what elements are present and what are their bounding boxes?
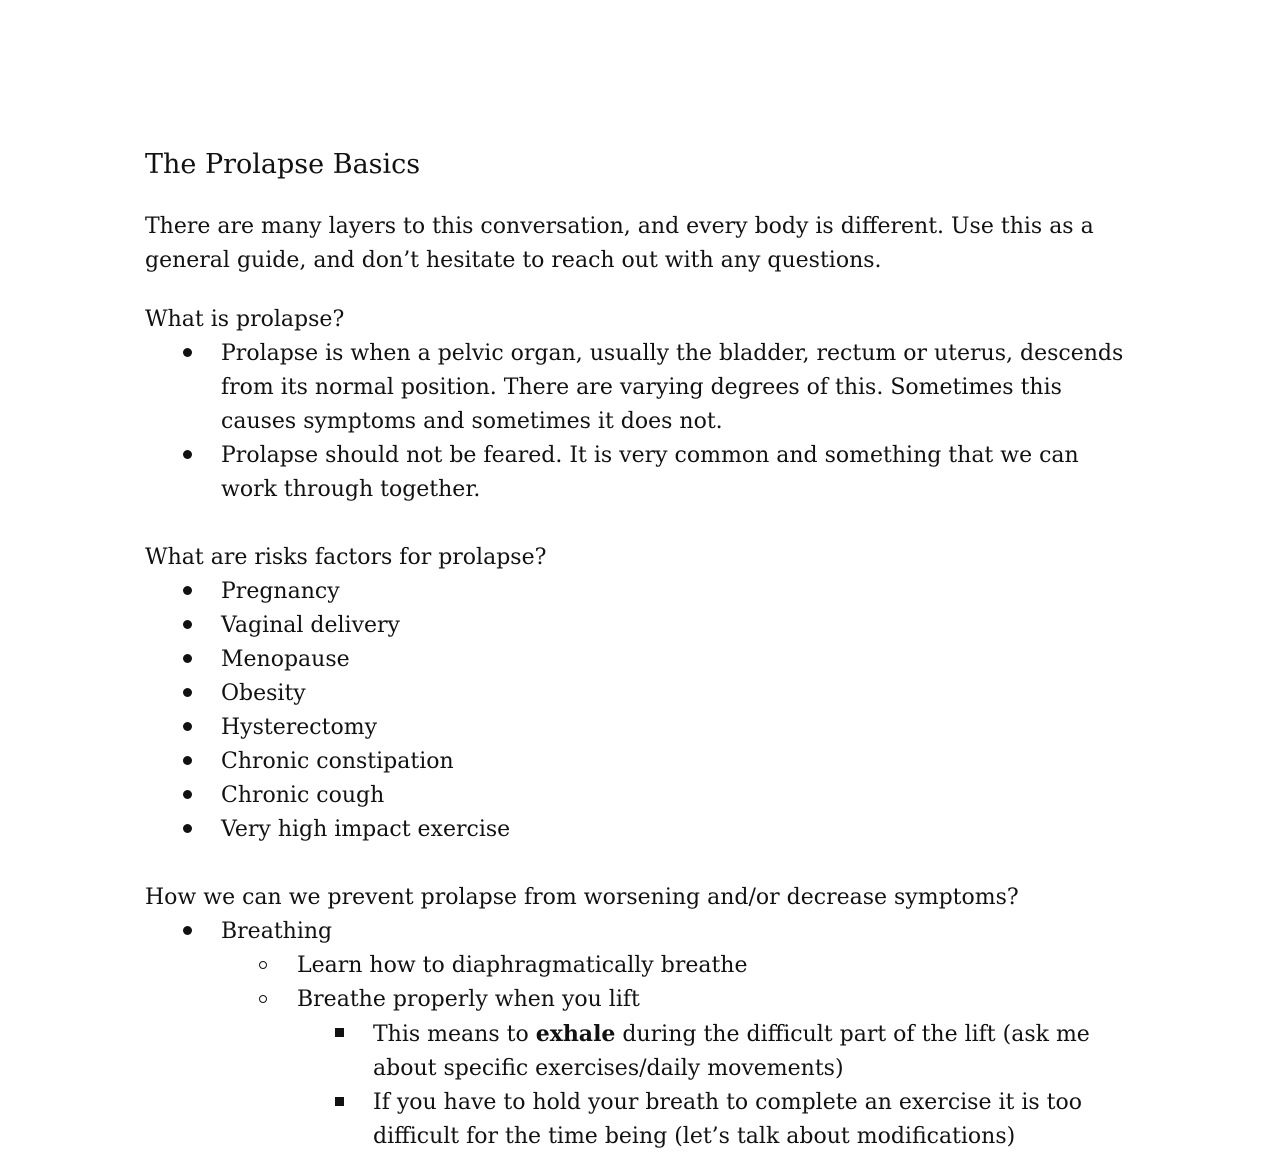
sublist-lifting <box>145 1017 1135 1154</box>
bullet-circle-icon <box>259 949 267 983</box>
list-item-text: Very high impact exercise <box>221 817 511 842</box>
list-item-text: Chronic cough <box>221 783 385 808</box>
list-item-text: Chronic constipation <box>221 749 454 774</box>
list-item <box>145 575 1135 609</box>
section-heading-what-is-prolapse: What is prolapse? <box>145 307 345 332</box>
list-item <box>145 779 1135 813</box>
list-item-text: Learn how to diaphragmatically breathe <box>297 953 748 978</box>
bullet-disc-icon <box>183 677 192 711</box>
document-title: The Prolapse Basics <box>145 149 421 180</box>
section-heading-risk-factors: What are risks factors for prolapse? <box>145 545 547 570</box>
bullet-disc-icon <box>183 813 192 847</box>
list-item-text: Hysterectomy <box>221 715 377 740</box>
list-risk-factors <box>145 575 1135 847</box>
bullet-square-icon <box>335 1086 344 1120</box>
list-item <box>145 813 1135 847</box>
list-item-text: Breathe properly when you lift <box>297 987 640 1012</box>
list-item <box>145 643 1135 677</box>
list-item <box>145 677 1135 711</box>
bullet-disc-icon <box>183 575 192 609</box>
list-prevention <box>145 915 1135 949</box>
list-item <box>145 711 1135 745</box>
bullet-disc-icon <box>183 915 192 949</box>
list-item-text: Prolapse is when a pelvic organ, usually the bladder, rectum or uterus, descends from its normal position. There are varying degrees of this. Sometimes this causes symptoms and sometimes it does not. <box>221 341 1124 434</box>
list-item-text: Breathing <box>221 919 333 944</box>
emphasis-exhale: exhale <box>535 1021 616 1047</box>
bullet-disc-icon <box>183 745 192 779</box>
list-item <box>145 983 1135 1017</box>
text-segment: This means to <box>373 1022 536 1047</box>
bullet-disc-icon <box>183 711 192 745</box>
list-item <box>145 915 1135 949</box>
list-item <box>145 949 1135 983</box>
intro-paragraph: There are many layers to this conversation, and every body is different. Use this as a general guide, and don’t hesitate to reach out with any questions. <box>145 214 1094 273</box>
section-heading-prevention: How we can we prevent prolapse from worsening and/or decrease symptoms? <box>145 885 1019 910</box>
list-item <box>145 439 1135 507</box>
bullet-disc-icon <box>183 337 192 371</box>
list-item <box>145 1086 1135 1154</box>
list-item-text: Menopause <box>221 647 350 672</box>
sublist-breathing <box>145 949 1135 1017</box>
list-item-text: If you have to hold your breath to complete an exercise it is too difficult for the time being (let’s talk about modifications) <box>373 1090 1083 1149</box>
bullet-disc-icon <box>183 609 192 643</box>
bullet-disc-icon <box>183 643 192 677</box>
list-item-text: Pregnancy <box>221 579 340 604</box>
list-item-text: Prolapse should not be feared. It is very common and something that we can work through together. <box>221 443 1079 502</box>
list-item <box>145 745 1135 779</box>
list-item <box>145 609 1135 643</box>
text-segment: during the difficult part of the lift (ask me about specific exercises/daily movements) <box>373 1022 1090 1081</box>
bullet-square-icon <box>335 1017 344 1051</box>
bullet-disc-icon <box>183 779 192 813</box>
list-item <box>145 337 1135 439</box>
bullet-circle-icon <box>259 983 267 1017</box>
document-page <box>145 146 1135 1154</box>
list-item-text: Obesity <box>221 681 306 706</box>
list-item-text <box>373 1022 1090 1081</box>
list-item-text: Vaginal delivery <box>221 613 400 638</box>
bullet-disc-icon <box>183 439 192 473</box>
list-item <box>145 1017 1135 1086</box>
list-what-is-prolapse <box>145 337 1135 507</box>
